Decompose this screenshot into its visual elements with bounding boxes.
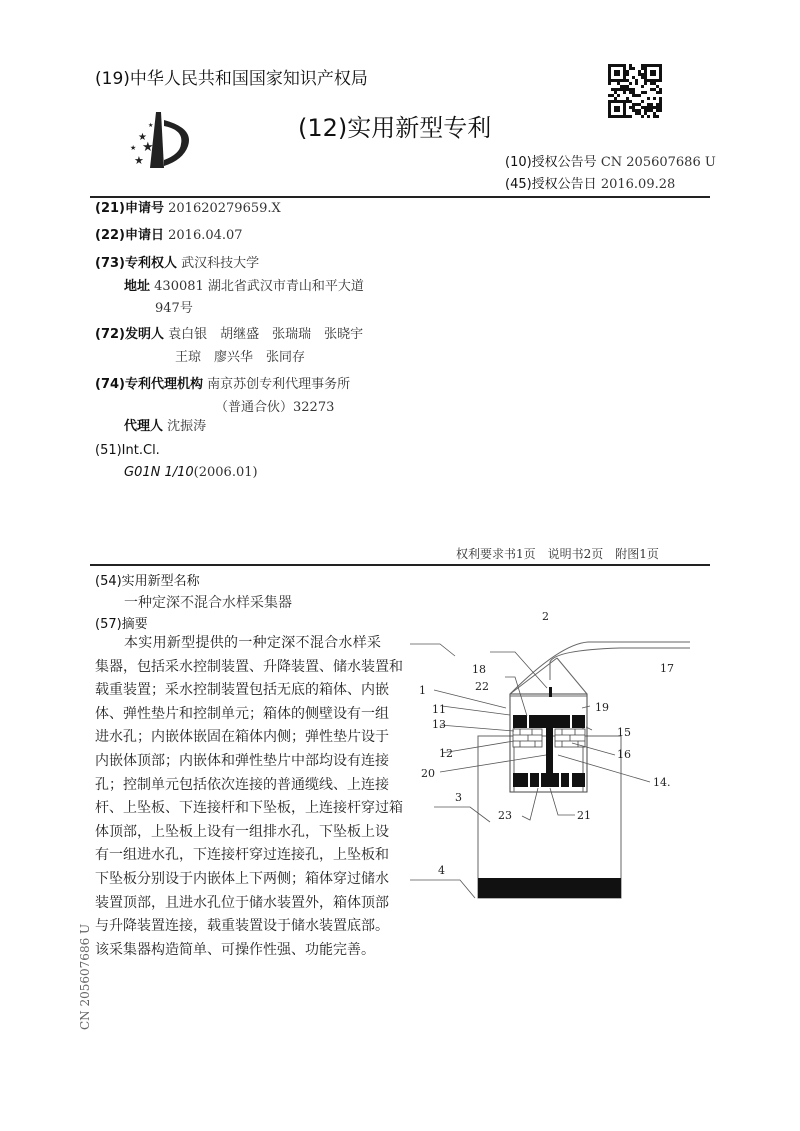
label-20: 20 xyxy=(421,767,435,780)
abstract-line: 下坠板分别设于内嵌体上下两侧；箱体穿过储水 xyxy=(95,871,389,887)
abstract-line: 体、弹性垫片和控制单元；箱体的侧壁设有一组 xyxy=(95,705,389,722)
abstract-line: 载重装置；采水控制装置包括无底的箱体、内嵌 xyxy=(95,682,389,699)
abstract-line: 本实用新型提供的一种定深不混合水样采 xyxy=(124,635,381,651)
pub-date-label: (45)授权公告日 xyxy=(505,177,597,192)
label-4: 4 xyxy=(438,864,445,877)
svg-text:★: ★ xyxy=(138,132,147,143)
app-date-label: (22)申请日 xyxy=(95,228,164,243)
svg-text:★: ★ xyxy=(130,144,137,152)
agency-label: (74)专利代理机构 xyxy=(95,377,203,392)
svg-text:★: ★ xyxy=(142,140,154,155)
app-date: 2016.04.07 xyxy=(168,228,243,243)
cnipa-logo-icon xyxy=(128,110,198,170)
label-22: 22 xyxy=(475,680,489,693)
abstract-line: 该采集器构造简单、可操作性强、功能完善。 xyxy=(95,941,375,958)
patentee-label: (73)专利权人 xyxy=(95,256,177,271)
abstract-line: 体顶部，上坠板上设有一组排水孔，下坠板上设 xyxy=(95,823,389,840)
agent-label: 代理人 xyxy=(124,419,164,434)
qr-code xyxy=(608,64,662,118)
agency-line2: （普通合伙）32273 xyxy=(215,400,335,415)
label-12: 12 xyxy=(439,747,453,760)
abstract-line: 孔；控制单元包括依次连接的普通缆线、上连接 xyxy=(95,776,389,793)
label-2: 2 xyxy=(542,610,549,623)
address-label: 地址 xyxy=(124,279,151,294)
inventors-label: (72)发明人 xyxy=(95,327,164,342)
svg-text:★: ★ xyxy=(134,154,144,167)
label-19: 19 xyxy=(595,701,609,714)
intcl-version: (2006.01) xyxy=(193,465,258,480)
lower-plate-21 xyxy=(541,773,559,787)
figure-drawing xyxy=(410,600,710,900)
abstract-label: (57)摘要 xyxy=(95,617,148,632)
label-3: 3 xyxy=(455,791,462,804)
agent: 沈振涛 xyxy=(167,419,207,434)
upper-plate-19 xyxy=(529,715,570,728)
abstract-line: 杆、上坠板、下连接杆和下坠板，上连接杆穿过箱 xyxy=(95,800,403,817)
app-no: 201620279659.X xyxy=(168,201,281,216)
office-name: (19)中华人民共和国国家知识产权局 xyxy=(95,69,368,89)
pub-no-label: (10)授权公告号 xyxy=(505,155,597,170)
title-label: (54)实用新型名称 xyxy=(95,574,200,589)
side-publication-code: CN 205607686 U xyxy=(78,923,92,1030)
lower-rod-20 xyxy=(546,728,553,773)
label-1: 1 xyxy=(419,684,426,697)
intcl-label: (51)Int.Cl. xyxy=(95,443,160,458)
label-15: 15 xyxy=(617,726,631,739)
weight-4 xyxy=(478,878,621,898)
intcl-code: G01N 1/10 xyxy=(124,465,194,480)
utility-model-title: 一种定深不混合水样采集器 xyxy=(124,595,292,611)
abstract-line: 内嵌体顶部；内嵌体和弹性垫片中部均设有连接 xyxy=(95,753,389,769)
document-type: (12)实用新型专利 xyxy=(298,114,492,142)
pub-no: CN 205607686 U xyxy=(600,155,716,170)
label-16: 16 xyxy=(617,748,631,761)
app-no-label: (21)申请号 xyxy=(95,201,164,216)
abstract-line: 装置顶部，且进水孔位于储水装置外，箱体顶部 xyxy=(95,894,389,911)
inventors-line2: 王琼 廖兴华 张同存 xyxy=(175,350,306,365)
address-line2: 947号 xyxy=(155,301,193,316)
upper-rod-18 xyxy=(549,687,552,697)
agency-line1: 南京苏创专利代理事务所 xyxy=(207,377,351,392)
label-13: 13 xyxy=(432,718,446,731)
svg-text:★: ★ xyxy=(148,122,154,129)
page-counts: 权利要求书1页 说明书2页 附图1页 xyxy=(456,547,659,561)
label-17: 17 xyxy=(660,662,674,675)
patentee: 武汉科技大学 xyxy=(181,256,260,271)
abstract-line: 有一组进水孔，下连接杆穿过连接孔，上坠板和 xyxy=(95,847,389,864)
abstract-line: 集器，包括采水控制装置、升降装置、储水装置和 xyxy=(95,658,403,675)
label-21: 21 xyxy=(577,809,591,822)
inventors-line1: 袁白银 胡继盛 张瑞瑞 张晓宇 xyxy=(168,327,364,342)
abstract-divider xyxy=(90,564,710,566)
address-line1: 430081 湖北省武汉市青山和平大道 xyxy=(154,279,364,294)
pub-date: 2016.09.28 xyxy=(600,177,676,192)
label-11: 11 xyxy=(432,703,446,716)
abstract-line: 进水孔；内嵌体嵌固在箱体内侧；弹性垫片设于 xyxy=(95,729,389,746)
label-23: 23 xyxy=(498,809,512,822)
abstract-line: 与升降装置连接，载重装置设于储水装置底部。 xyxy=(95,918,389,935)
label-14: 14. xyxy=(653,776,671,789)
label-18: 18 xyxy=(472,663,486,676)
